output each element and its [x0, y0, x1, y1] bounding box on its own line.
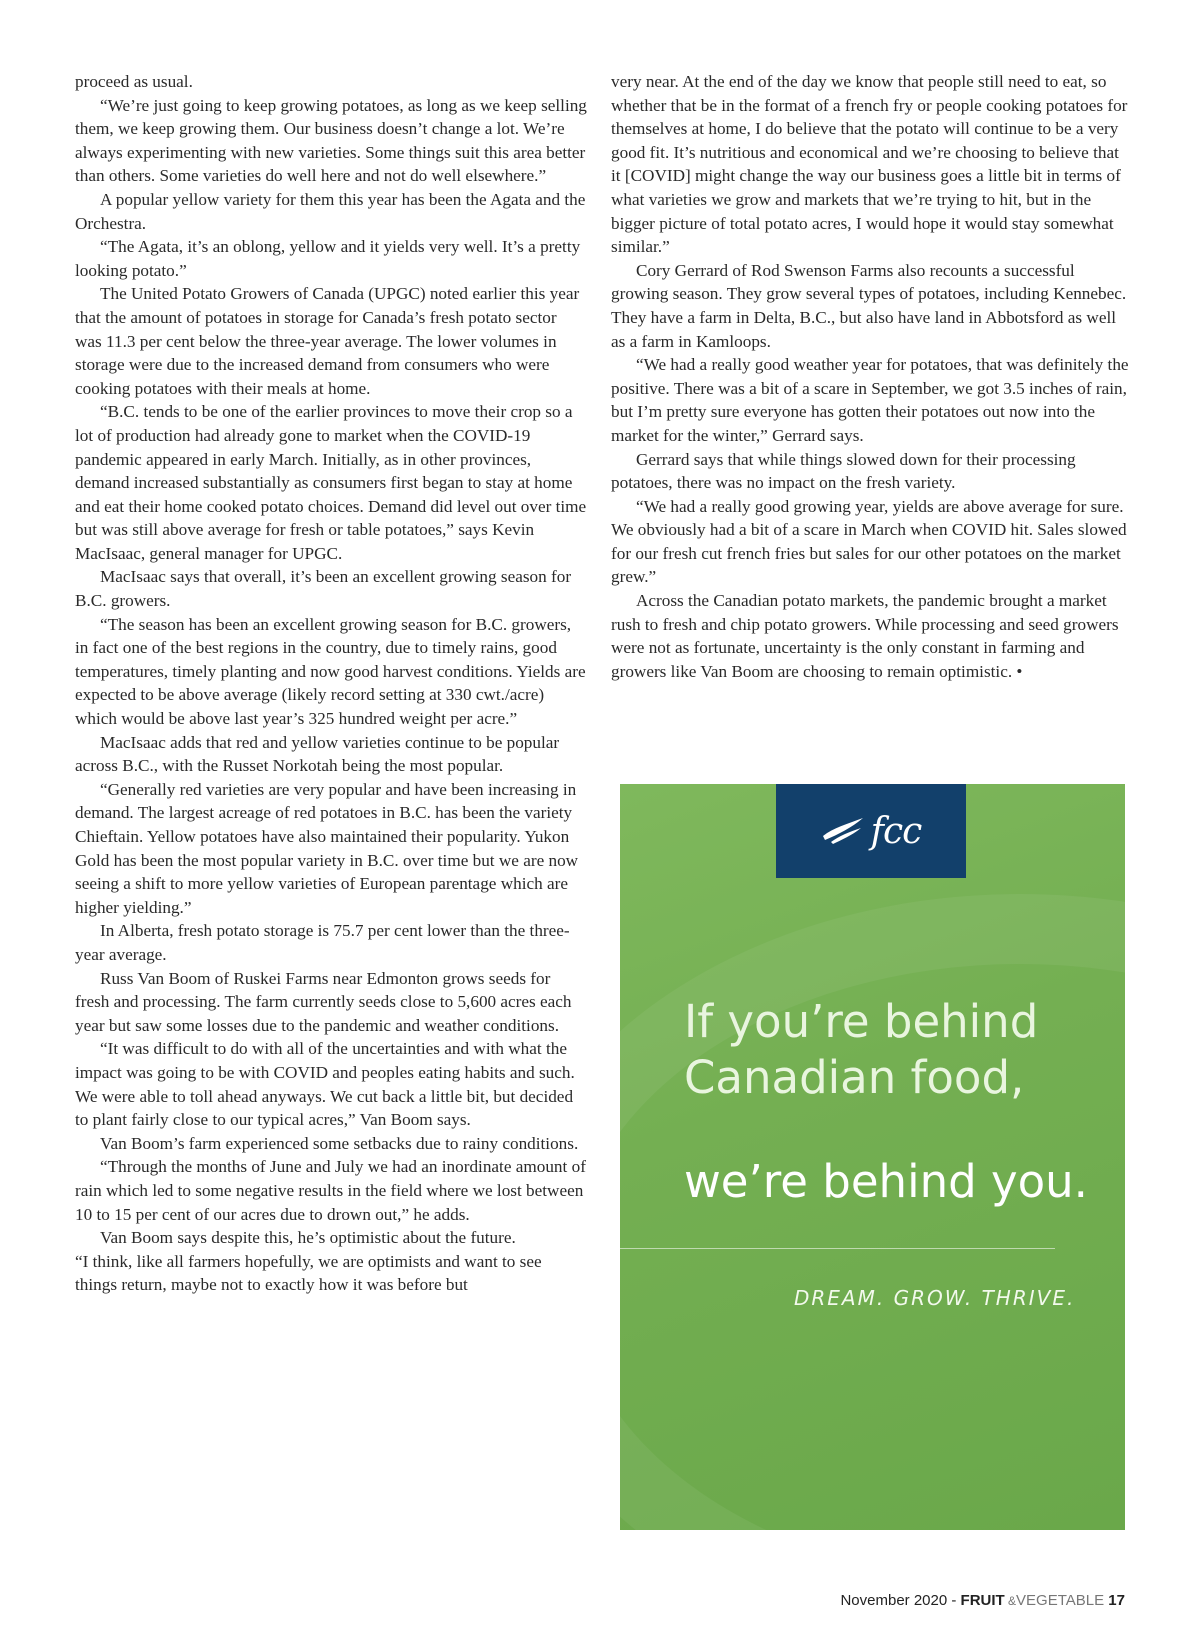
- ad-headline-emphasis: we’re behind you.: [684, 1155, 1088, 1208]
- paragraph: Across the Canadian potato markets, the pandemic brought a market rush to fresh and chip potato growers. While processing and seed growers were not as fortunate, uncertainty is the only constant in farming and growers like Van Boom are choosing to remain optimistic. •: [611, 591, 1119, 681]
- leaf-icon: [821, 814, 865, 849]
- left-text-column: [75, 70, 587, 1297]
- paragraph: very near. At the end of the day we know that people still need to eat, so whether that be in the format of a french fry or people cooking potatoes for themselves at home, I do believe that the potato will continue to be a very good fit. It’s nutritious and economical and we’re choosing to believe that it [COVID] might change the way our business goes a little bit in terms of what varieties we grow and markets that we’re trying to hit, but in the bigger picture of total potato acres, I would hope it would stay somewhat similar.”: [611, 72, 1128, 257]
- paragraph: “It was difficult to do with all of the uncertainties and with what the impact was going to be with COVID and peoples eating habits and such. We were able to toll ahead anyways. We cut back a little bit, but decided to plant fairly close to our typical acres,” Van Boom says.: [75, 1039, 575, 1130]
- paragraph: The United Potato Growers of Canada (UPGC) noted earlier this year that the amount of potatoes in storage for Canada’s fresh potato sector was 11.3 per cent below the three-year average. The lower volumes in storage were due to the increased demand from consumers who were cooking potatoes with their meals at home.: [75, 284, 580, 398]
- paragraph: proceed as usual.: [75, 72, 193, 91]
- divider: [620, 1248, 1055, 1249]
- paragraph: Van Boom’s farm experienced some setbacks due to rainy conditions.: [100, 1133, 579, 1153]
- paragraph: MacIsaac says that overall, it’s been an excellent growing season for B.C. growers.: [75, 567, 572, 611]
- magazine-amp: &: [1004, 1594, 1017, 1608]
- issue-date: November 2020 -: [840, 1592, 961, 1609]
- headline-line: If you’re behind: [684, 995, 1039, 1048]
- background-swoosh: [620, 894, 1125, 1530]
- paragraph: “Through the months of June and July we had an inordinate amount of rain which led to some negative results in the field where we lost between 10 to 15 per cent of our acres due to drown out,” he adds.: [75, 1157, 586, 1224]
- paragraph: “We had a really good weather year for potatoes, that was definitely the positive. There was a bit of a scare in September, we got 3.5 inches of rain, but I’m pretty sure everyone has gotten their potatoes out now into the market for the winter,” Gerrard says.: [611, 355, 1129, 445]
- paragraph: “We had a really good growing year, yields are above average for sure. We obviously had a bit of a scare in March when COVID hit. Sales slowed for our fresh cut french fries but sales for our other potatoes on the market grew.”: [611, 496, 1127, 587]
- page-footer: [840, 1592, 1125, 1609]
- paragraph: MacIsaac adds that red and yellow varieties continue to be popular across B.C., with the Russet Norkotah being the most popular.: [75, 732, 560, 776]
- right-text-column: [611, 70, 1131, 683]
- paragraph: Cory Gerrard of Rod Swenson Farms also recounts a successful growing season. They grow several types of potatoes, including Kennebec. They have a farm in Delta, B.C., but also have land in Abbotsford as well as a farm in Kamloops.: [611, 260, 1127, 351]
- magazine-subbrand: VEGETABLE: [1016, 1592, 1105, 1609]
- paragraph: A popular yellow variety for them this year has been the Agata and the Orchestra.: [75, 189, 586, 233]
- paragraph: Gerrard says that while things slowed down for their processing potatoes, there was no impact on the fresh variety.: [611, 449, 1076, 493]
- paragraph: “The Agata, it’s an oblong, yellow and it yields very well. It’s a pretty looking potato.”: [75, 237, 581, 280]
- paragraph: In Alberta, fresh potato storage is 75.7 per cent lower than the three-year average.: [75, 921, 570, 964]
- paragraph: “I think, like all farmers hopefully, we are optimists and want to see things return, maybe not to exactly how it was before but: [75, 1251, 542, 1295]
- logo-text: fcc: [870, 810, 922, 852]
- headline-line: Canadian food,: [684, 1051, 1025, 1104]
- fcc-logo: [776, 784, 966, 878]
- fcc-advertisement[interactable]: [620, 784, 1125, 1530]
- paragraph: “We’re just going to keep growing potatoes, as long as we keep selling them, we keep growing them. Our business doesn’t change a lot. We’re always experimenting with new varieties. Some things suit this area better than others. Some varieties do well here and not do well elsewhere.”: [75, 95, 587, 186]
- ad-tagline: DREAM. GROW. THRIVE.: [794, 1286, 1076, 1310]
- paragraph: “Generally red varieties are very popular and have been increasing in demand. The largest acreage of red potatoes in B.C. has been the variety Chieftain. Yellow potatoes have also maintained their popularity. Yukon Gold has been the most popular variety in B.C. over time but we are now seeing a shift to more yellow varieties of European parentage which are higher yielding.”: [75, 779, 579, 917]
- paragraph: Van Boom says despite this, he’s optimistic about the future.: [100, 1228, 516, 1248]
- ad-headline: [684, 994, 1104, 1106]
- paragraph: “B.C. tends to be one of the earlier provinces to move their crop so a lot of production had already gone to market when the COVID-19 pandemic appeared in early March. Initially, as in other provinces, demand increased substantially as consumers first began to stay at home and eat their home cooked potato choices. Demand did level out over time but was still above average for fresh or table potatoes,” says Kevin MacIsaac, general manager for UPGC.: [75, 402, 587, 563]
- magazine-brand: FRUIT: [960, 1592, 1005, 1609]
- paragraph: “The season has been an excellent growing season for B.C. growers, in fact one of the best regions in the country, due to timely rains, good temperatures, timely planting and now good harvest conditions. Yields are expected to be above average (likely record setting at 330 cwt./acre) which would be above last year’s 325 hundred weight per acre.”: [75, 614, 586, 729]
- paragraph: Russ Van Boom of Ruskei Farms near Edmonton grows seeds for fresh and processing. The farm currently seeds close to 5,600 acres each year but saw some losses due to the pandemic and weather conditions.: [75, 968, 572, 1035]
- page-number: 17: [1104, 1592, 1125, 1609]
